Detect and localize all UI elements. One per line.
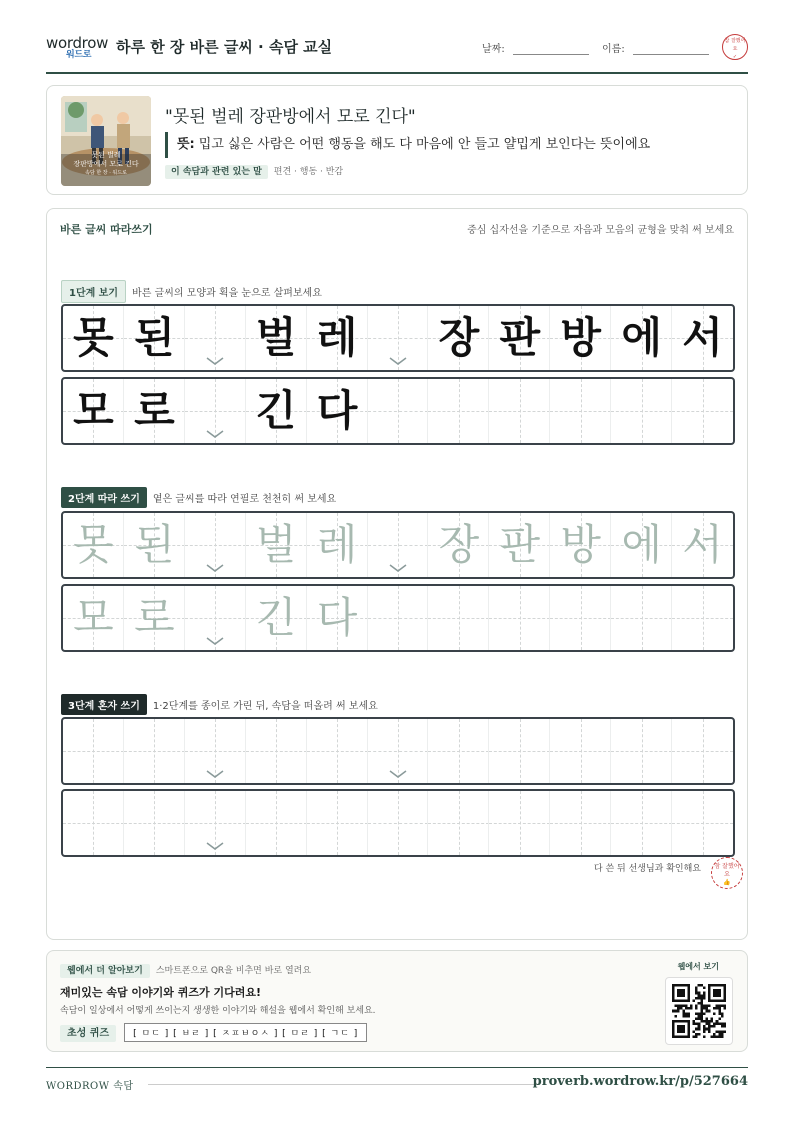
grid-cell <box>428 379 489 443</box>
proverb-illustration: 못된 벌레 장판방에서 모로 긴다 속담 한 장 · 워드로 <box>61 96 151 186</box>
grid-cell <box>550 306 611 370</box>
date-field[interactable]: 날짜: <box>482 40 589 55</box>
practice-title: 바른 글씨 따라쓰기 <box>60 223 153 236</box>
grid-cell <box>489 719 550 783</box>
qr-code-icon[interactable] <box>665 977 733 1045</box>
grid-cell <box>246 719 307 783</box>
grid-cell <box>185 791 246 855</box>
grid-cell <box>550 379 611 443</box>
proverb-meaning: 뜻: 밉고 싫은 사람은 어떤 행동을 해도 다 마음에 안 들고 얄밉게 보인다는 뜻이에요 <box>165 132 650 158</box>
check-text: 다 쓴 뒤 선생님과 확인해요 <box>593 864 701 874</box>
glyph: 모 <box>73 386 114 435</box>
space-mark-icon <box>206 636 224 646</box>
grid-cell <box>185 379 246 443</box>
name-field[interactable]: 이름: <box>602 40 709 55</box>
glyph: 벌 <box>255 313 297 362</box>
grid-cell <box>428 306 489 370</box>
grid-cell <box>428 586 489 650</box>
grid-cell <box>611 586 672 650</box>
grid-cell <box>489 379 550 443</box>
grid-cell <box>611 306 672 370</box>
wordrow-logo: wordrow 워드로 <box>46 34 109 60</box>
grid-cell <box>428 791 489 855</box>
grid-cell <box>63 586 124 650</box>
grid-cell <box>368 791 429 855</box>
glyph: 다 <box>316 386 358 435</box>
grid-cell <box>246 791 307 855</box>
related-words: 이 속담과 관련 있는 말 편견 · 행동 · 반감 <box>165 164 343 177</box>
grid-cell <box>368 719 429 783</box>
grid-cell <box>307 306 368 370</box>
grid-cell <box>246 513 307 577</box>
step3-header: 3단계 혼자 쓰기 1·2단계를 종이로 가린 뒤, 속담을 떠올려 써 보세요 <box>61 694 378 714</box>
glyph: 장 <box>438 520 480 569</box>
grid-cell <box>63 719 124 783</box>
grid-cell <box>307 379 368 443</box>
blank-writing-row[interactable] <box>61 717 735 785</box>
grid-cell <box>307 719 368 783</box>
web-teaser-sub: 속담이 일상에서 어떻게 쓰이는지 생생한 이야기와 해설을 웹에서 확인해 보세요. <box>60 1006 376 1016</box>
space-mark-icon <box>206 563 224 573</box>
grid-cell <box>246 586 307 650</box>
grid-cell <box>63 379 124 443</box>
practice-card <box>46 208 748 940</box>
grid-cell <box>246 306 307 370</box>
grid-cell <box>550 791 611 855</box>
space-mark-icon <box>206 429 224 439</box>
grid-cell <box>611 791 672 855</box>
footer-brand: WORDROW 속담 <box>46 1081 134 1092</box>
glyph: 판 <box>499 313 541 362</box>
grid-cell <box>63 306 124 370</box>
space-mark-icon <box>389 563 407 573</box>
glyph: 방 <box>560 520 601 569</box>
glyph: 벌 <box>255 520 297 569</box>
grid-cell <box>307 791 368 855</box>
glyph: 된 <box>134 520 175 569</box>
writing-row <box>61 377 735 445</box>
glyph: 레 <box>316 520 358 569</box>
grid-cell <box>185 586 246 650</box>
glyph: 로 <box>134 386 175 435</box>
grid-cell <box>124 586 185 650</box>
stamp-icon: 참 잘했어요 ✓ <box>722 34 748 60</box>
teacher-stamp-icon: 참 잘했어요 👍 <box>711 857 743 889</box>
grid-cell <box>672 791 733 855</box>
proverb-card <box>46 85 748 195</box>
grid-cell <box>124 791 185 855</box>
grid-cell <box>307 586 368 650</box>
page-header <box>46 28 748 74</box>
grid-cell <box>185 306 246 370</box>
glyph: 긴 <box>255 593 297 642</box>
grid-cell <box>185 719 246 783</box>
grid-cell <box>428 719 489 783</box>
grid-cell <box>611 379 672 443</box>
grid-cell <box>63 791 124 855</box>
glyph: 에 <box>621 313 662 362</box>
glyph: 못 <box>73 520 114 569</box>
glyph: 판 <box>499 520 541 569</box>
grid-cell <box>124 513 185 577</box>
glyph: 에 <box>621 520 662 569</box>
grid-cell <box>672 719 733 783</box>
grid-cell <box>307 513 368 577</box>
glyph: 레 <box>316 313 358 362</box>
proverb-text: "못된 벌레 장판방에서 모로 긴다" <box>165 107 416 127</box>
writing-row <box>61 304 735 372</box>
space-mark-icon <box>206 841 224 851</box>
glyph: 모 <box>73 593 114 642</box>
glyph: 장 <box>438 313 480 362</box>
glyph: 된 <box>134 313 175 362</box>
grid-cell <box>246 379 307 443</box>
grid-cell <box>489 306 550 370</box>
grid-cell <box>63 513 124 577</box>
grid-cell <box>368 379 429 443</box>
grid-cell <box>550 719 611 783</box>
step1-header: 1단계 보기 바른 글씨의 모양과 획을 눈으로 살펴보세요 <box>61 280 322 300</box>
qr-label: 웹에서 보기 <box>677 962 719 971</box>
page-title: 하루 한 장 바른 글씨 · 속담 교실 <box>116 38 333 56</box>
grid-cell <box>672 306 733 370</box>
glyph: 서 <box>682 520 723 569</box>
grid-cell <box>368 306 429 370</box>
grid-cell <box>428 513 489 577</box>
grid-cell <box>368 513 429 577</box>
web-more-card <box>46 950 748 1052</box>
space-mark-icon <box>206 769 224 779</box>
grid-cell <box>611 513 672 577</box>
grid-cell <box>672 513 733 577</box>
grid-cell <box>672 379 733 443</box>
space-mark-icon <box>206 356 224 366</box>
space-mark-icon <box>389 769 407 779</box>
grid-cell <box>489 586 550 650</box>
practice-hint: 중심 십자선을 기준으로 자음과 모음의 균형을 맞춰 써 보세요 <box>467 225 734 236</box>
grid-cell <box>124 306 185 370</box>
footer-url-link[interactable]: proverb.wordrow.kr/p/527664 <box>532 1074 748 1089</box>
grid-cell <box>489 791 550 855</box>
web-more-header: 웹에서 더 알아보기 스마트폰으로 QR을 비추면 바로 열려요 <box>60 963 311 976</box>
space-mark-icon <box>389 356 407 366</box>
web-teaser-title: 재미있는 속담 이야기와 퀴즈가 기다려요! <box>60 986 261 999</box>
glyph: 로 <box>134 593 175 642</box>
grid-cell <box>124 719 185 783</box>
glyph: 다 <box>316 593 358 642</box>
blank-writing-row[interactable] <box>61 789 735 857</box>
glyph: 방 <box>560 313 601 362</box>
grid-cell <box>124 379 185 443</box>
step2-header: 2단계 따라 쓰기 옅은 글씨를 따라 연필로 천천히 써 보세요 <box>61 487 336 507</box>
page-footer <box>46 1067 748 1092</box>
glyph: 긴 <box>255 386 297 435</box>
grid-cell <box>550 513 611 577</box>
glyph: 못 <box>73 313 114 362</box>
tracing-row[interactable] <box>61 511 735 579</box>
grid-cell <box>672 586 733 650</box>
tracing-row[interactable] <box>61 584 735 652</box>
grid-cell <box>368 586 429 650</box>
grid-cell <box>489 513 550 577</box>
grid-cell <box>185 513 246 577</box>
grid-cell <box>611 719 672 783</box>
grid-cell <box>550 586 611 650</box>
initial-quiz: 초성 퀴즈 [ ㅁㄷ ] [ ㅂㄹ ] [ ㅈㅍㅂㅇㅅ ] [ ㅁㄹ ] [ ㄱㄷ ] <box>60 1023 367 1042</box>
glyph: 서 <box>682 313 723 362</box>
